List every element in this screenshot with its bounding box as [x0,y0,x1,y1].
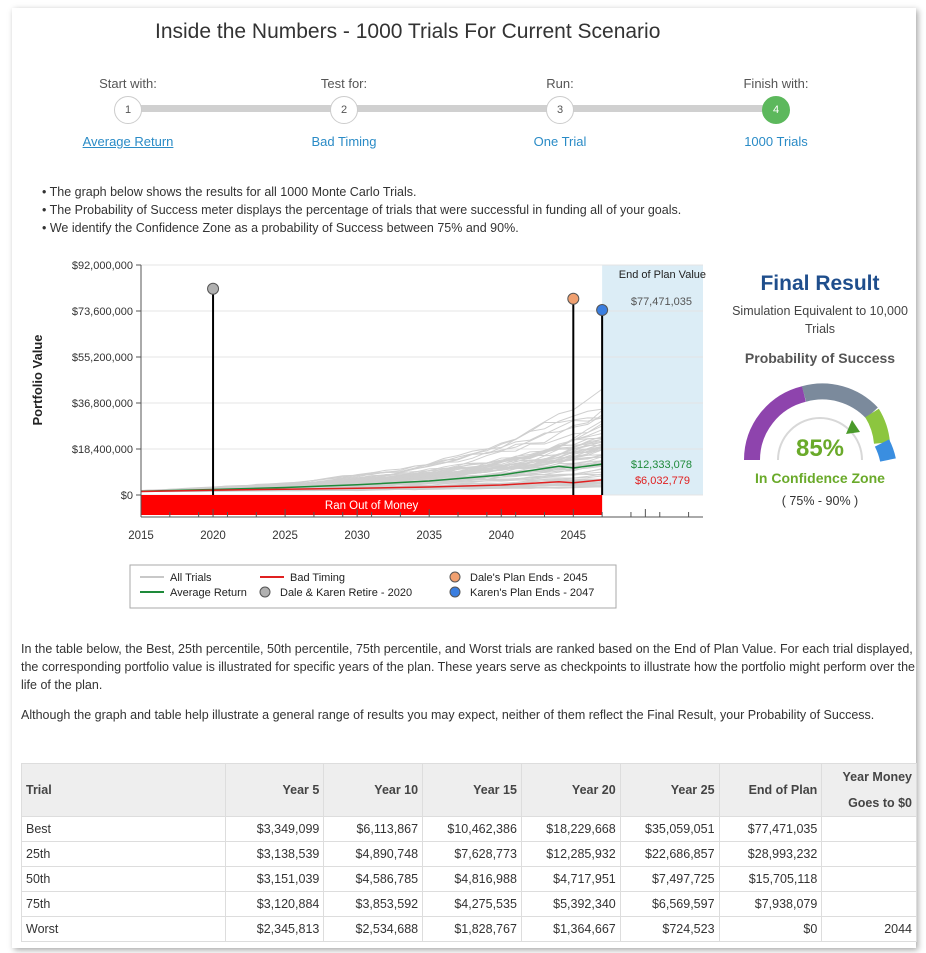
gauge-segment-zone [872,413,882,443]
end-of-plan-label: End of Plan Value [618,269,706,281]
x-tick-label: 2040 [488,530,515,542]
ran-out-of-money-label: Ran Out of Money [324,500,419,512]
legend-label: Karen's Plan Ends - 2047 [470,587,595,599]
all-trials-lines [141,389,602,492]
col-header-end-of-plan: End of Plan [719,764,822,817]
x-tick-label: 2035 [416,530,443,542]
step-circle[interactable]: 4 [762,96,790,124]
value-cell: $4,717,951 [521,867,620,892]
final-result-panel [730,272,910,508]
value-cell: $6,569,597 [620,892,719,917]
bad-timing-end-value: $6,032,779 [634,475,690,487]
value-cell: $2,534,688 [324,917,423,942]
step-heading: Start with: [99,76,157,91]
col-header-year5: Year 5 [225,764,324,817]
value-cell: $7,497,725 [620,867,719,892]
value-cell: $35,059,051 [620,817,719,842]
step-link[interactable]: 1000 Trials [744,134,808,149]
value-cell: $7,628,773 [423,842,522,867]
trial-name-cell: 50th [22,867,226,892]
legend-label: Bad Timing [290,572,346,584]
value-cell: $28,993,232 [719,842,822,867]
value-cell [822,892,917,917]
marker-dot [597,305,608,316]
step-link[interactable]: One Trial [533,134,587,149]
step-heading: Finish with: [743,76,809,91]
x-tick-label: 2045 [560,530,587,542]
probability-label: Probability of Success [744,350,896,366]
col-header-year-money-goes-to-zero: Year Money Goes to $0 [822,764,917,817]
legend-label: Dale & Karen Retire - 2020 [280,587,413,599]
value-cell: $1,828,767 [423,917,522,942]
legend-label: Dale's Plan Ends - 2045 [470,572,588,584]
bullet-item: • We identify the Confidence Zone as a probability of Success between 75% and 90%. [42,219,681,237]
value-cell: $12,285,932 [521,842,620,867]
page-title: Inside the Numbers - 1000 Trials For Current Scenario [155,20,661,43]
confidence-zone-range: ( 75% - 90% ) [781,494,859,508]
probability-percent: 85% [795,435,845,462]
legend-swatch [260,587,270,597]
value-cell: $1,364,667 [521,917,620,942]
y-tick-label: $55,200,000 [71,352,133,364]
col-header-year20: Year 20 [521,764,620,817]
y-tick-label: $92,000,000 [71,260,133,272]
table-header-row [22,764,917,817]
y-tick-label: $18,400,000 [71,444,133,456]
results-table [21,763,917,942]
value-cell: $3,151,039 [225,867,324,892]
legend-label: Average Return [170,587,247,599]
step-circle[interactable]: 2 [330,96,358,124]
value-cell: $5,392,340 [521,892,620,917]
legend-label: All Trials [170,572,212,584]
gauge-segment-high [882,443,888,460]
confidence-zone-label: In Confidence Zone [755,470,885,486]
table-description: In the table below, the Best, 25th percentile, 50th percentile, 75th percentile, and Worst trials are ranked based on the End of Plan Value. For each trial displayed, the corresponding portfolio value is illustrated for specific years of the plan. These years serve as checkpoints to illustrate how the portfolio might perform over the life of the plan. [21,642,915,692]
value-cell: $7,938,079 [719,892,822,917]
gauge-needle-icon [846,420,860,434]
table-row [22,892,917,917]
legend-swatch [450,572,460,582]
value-cell [822,867,917,892]
average-end-value: $12,333,078 [630,459,692,471]
step-link[interactable]: Average Return [82,134,174,149]
col-header-year25: Year 25 [620,764,719,817]
value-cell: $0 [719,917,822,942]
col-header-trial: Trial [22,764,226,817]
gauge-segment-mid [804,391,872,413]
bullet-item: • The graph below shows the results for all 1000 Monte Carlo Trials. [42,183,681,201]
value-cell: $3,349,099 [225,817,324,842]
y-tick-label: $36,800,000 [71,398,133,410]
value-cell: $4,586,785 [324,867,423,892]
y-tick-label: $73,600,000 [71,306,133,318]
value-cell [822,817,917,842]
x-tick-label: 2015 [128,530,154,542]
trial-name-cell: 25th [22,842,226,867]
value-cell: $4,890,748 [324,842,423,867]
table-row [22,842,917,867]
table-row [22,867,917,892]
y-tick-label: $0 [120,490,133,502]
value-cell: $4,275,535 [423,892,522,917]
value-cell: $3,120,884 [225,892,324,917]
value-cell: $724,523 [620,917,719,942]
step-link[interactable]: Bad Timing [311,134,377,149]
table-row [22,817,917,842]
step-circle[interactable]: 3 [546,96,574,124]
value-cell: $2,345,813 [225,917,324,942]
bullet-item: • The Probability of Success meter displays the percentage of trials that were successful in funding all of your goals. [42,201,681,219]
table-row [22,917,917,942]
legend-swatch [450,587,460,597]
value-cell: $77,471,035 [719,817,822,842]
y-axis-label: Portfolio Value [30,334,45,426]
x-tick-label: 2025 [272,530,298,542]
marker-dot [568,293,579,304]
value-cell: $3,853,592 [324,892,423,917]
x-tick-label: 2030 [344,530,370,542]
step-heading: Run: [546,76,574,91]
final-result-subtitle: Simulation Equivalent to 10,000 Trials [732,304,908,336]
probability-gauge [730,368,910,478]
col-header-year10: Year 10 [324,764,423,817]
trial-name-cell: Best [22,817,226,842]
step-heading: Test for: [320,76,368,91]
value-cell: $22,686,857 [620,842,719,867]
trial-name-cell: Worst [22,917,226,942]
value-cell: 2044 [822,917,917,942]
x-tick-label: 2020 [200,530,226,542]
value-cell: $4,816,988 [423,867,522,892]
end-of-plan-value: $77,471,035 [630,296,692,308]
final-result-title: Final Result [760,272,880,295]
step-circle[interactable]: 1 [114,96,142,124]
col-header-year15: Year 15 [423,764,522,817]
value-cell: $6,113,867 [324,817,423,842]
trial-name-cell: 75th [22,892,226,917]
value-cell: $3,138,539 [225,842,324,867]
disclaimer-text: Although the graph and table help illustrate a general range of results you may expect, neither of them reflect the Final Result, your Probability of Success. [21,708,875,722]
marker-dot [208,283,219,294]
value-cell: $15,705,118 [719,867,822,892]
value-cell [822,842,917,867]
value-cell: $10,462,386 [423,817,522,842]
value-cell: $18,229,668 [521,817,620,842]
